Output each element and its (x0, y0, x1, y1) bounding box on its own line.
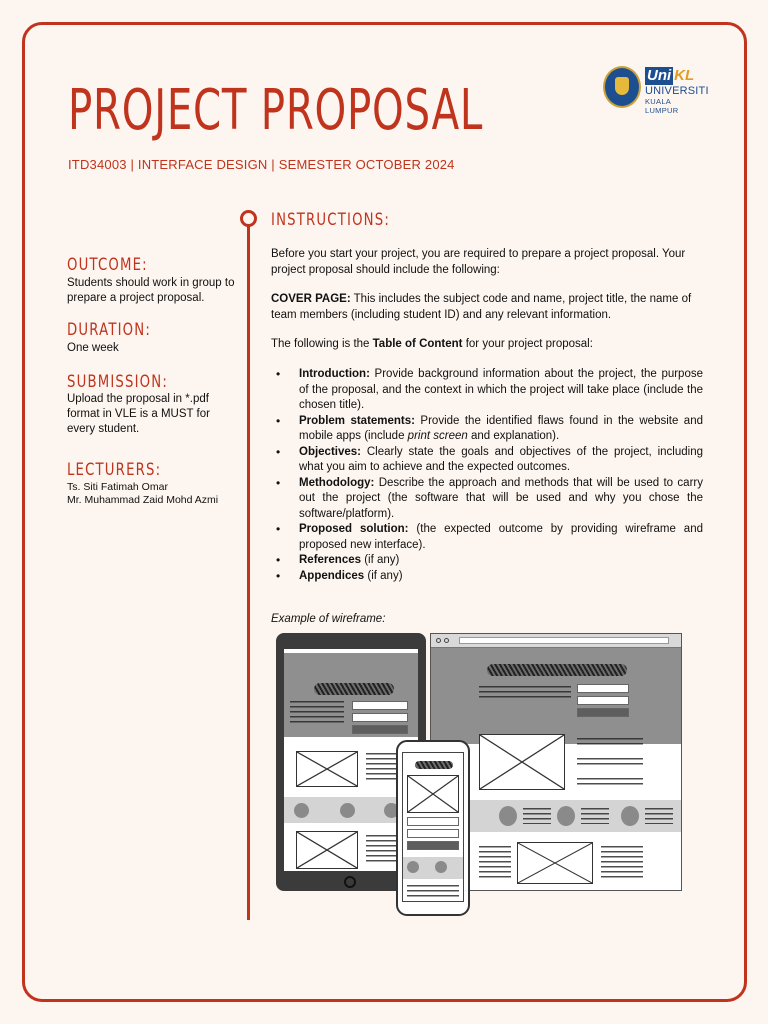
tablet-field (352, 725, 408, 734)
browser-button-icon (444, 638, 449, 643)
wireframe-caption: Example of wireframe: (271, 613, 386, 625)
browser-field (577, 684, 629, 693)
browser-text-lines (645, 808, 673, 824)
item-text: Provide the identified flaws found in the website and mobile apps (include (299, 414, 703, 442)
browser-toolbar (431, 634, 681, 648)
home-button-icon (344, 876, 356, 888)
list-item (271, 522, 703, 553)
outcome-text: Students should work in group to prepare a project proposal. (67, 277, 235, 304)
logo-line-2: KUALA LUMPUR (645, 97, 679, 115)
list-item (271, 367, 703, 414)
unikl-logo (603, 64, 709, 115)
page-title: PROJECT PROPOSAL (68, 78, 484, 143)
timeline-line (247, 225, 250, 920)
list-item (271, 414, 703, 445)
image-placeholder-icon (296, 831, 358, 869)
browser-text-lines (577, 778, 643, 786)
item-text: (if any) (364, 569, 403, 582)
toc-text-before: The following is the (271, 338, 373, 350)
image-placeholder-icon (479, 734, 565, 790)
item-italic: print screen (407, 430, 468, 442)
phone-screen (402, 752, 464, 902)
duration-heading: DURATION: (67, 320, 152, 340)
toc-paragraph (271, 337, 703, 353)
logo-brand-uni: Uni (647, 67, 672, 84)
browser-field (577, 708, 629, 717)
tablet-text-lines (290, 701, 344, 723)
submission-heading: SUBMISSION: (67, 372, 169, 392)
cover-page-paragraph (271, 292, 703, 323)
logo-brand-kl: KL (674, 67, 695, 84)
submission-text: Upload the proposal in *.pdf format in VLE is a MUST for every student. (67, 393, 210, 435)
browser-text-lines (577, 758, 643, 766)
lecturer-name: Ts. Siti Fatimah Omar (67, 481, 168, 493)
browser-field (577, 696, 629, 705)
browser-text-lines (523, 808, 551, 824)
avatar-icon (340, 803, 355, 818)
browser-button-icon (436, 638, 441, 643)
image-placeholder-icon (517, 842, 593, 884)
logo-line-1: UNIVERSITI (645, 85, 709, 97)
logo-brand (645, 67, 695, 85)
avatar-icon (294, 803, 309, 818)
lecturer-name: Mr. Muhammad Zaid Mohd Azmi (67, 494, 219, 506)
toc-text-after: for your project proposal: (462, 338, 593, 350)
cover-page-label: COVER PAGE: (271, 293, 351, 305)
toc-list (271, 367, 703, 584)
avatar-icon (435, 861, 447, 873)
list-item (271, 476, 703, 523)
outcome-heading: OUTCOME: (67, 255, 148, 275)
lecturers-heading: LECTURERS: (67, 460, 162, 480)
browser-text-lines (479, 846, 511, 878)
browser-url-bar (459, 637, 669, 644)
list-item (271, 569, 703, 585)
item-label: Proposed solution: (299, 523, 409, 535)
tablet-field (352, 701, 408, 710)
phone-field (407, 829, 459, 838)
item-label: Objectives: (299, 445, 361, 458)
phone-field (407, 817, 459, 826)
instructions-heading: INSTRUCTIONS: (271, 210, 390, 230)
browser-text-lines (581, 808, 609, 824)
phone-field (407, 841, 459, 850)
item-text: (the expected outcome by providing wireframe and proposed new interface). (299, 523, 703, 551)
list-item (271, 553, 703, 569)
phone-heading-scribble (415, 761, 453, 769)
toc-bold: Table of Content (372, 338, 463, 350)
browser-heading-scribble (487, 664, 627, 676)
instructions-intro: Before you start your project, you are required to prepare a project proposal. Your project proposal should include the following: (271, 248, 686, 276)
duration-text: One week (67, 342, 119, 354)
crest-icon (603, 66, 641, 108)
item-text: (if any) (361, 554, 400, 566)
image-placeholder-icon (407, 775, 459, 813)
avatar-icon (557, 806, 575, 826)
image-placeholder-icon (296, 751, 358, 787)
tablet-field (352, 713, 408, 722)
item-label: Introduction: (299, 368, 370, 380)
tablet-heading-scribble (314, 683, 394, 695)
item-text-after: and explanation). (467, 430, 560, 442)
item-text: Describe the approach and methods that will be used to carry out the project (the software that will be used and why you chose the software/platform). (299, 476, 703, 520)
browser-text-lines (577, 738, 643, 746)
cover-page-text: This includes the subject code and name, project title, the name of team members (including student ID) and any relevant information. (271, 293, 692, 321)
avatar-icon (621, 806, 639, 826)
item-label: References (299, 554, 362, 566)
browser-text-lines (479, 686, 571, 700)
list-item (271, 445, 703, 476)
avatar-icon (499, 806, 517, 826)
timeline-dot-icon (240, 210, 257, 227)
mobile-wireframe-image (396, 740, 470, 916)
item-label: Problem statements: (299, 414, 415, 427)
item-label: Methodology: (299, 476, 375, 489)
course-subtitle: ITD34003 | INTERFACE DESIGN | SEMESTER OCTOBER 2024 (68, 157, 455, 172)
item-label: Appendices (299, 569, 365, 582)
browser-text-lines (601, 846, 643, 878)
item-text: Clearly state the goals and objectives of the project, including what you aim to achieve and the expected outcomes. (299, 445, 703, 473)
avatar-icon (407, 861, 419, 873)
item-text: Provide background information about the project, the purpose of the proposal, and the context in which the project will take place (include the chosen title). (299, 368, 703, 411)
phone-text-lines (407, 885, 459, 899)
